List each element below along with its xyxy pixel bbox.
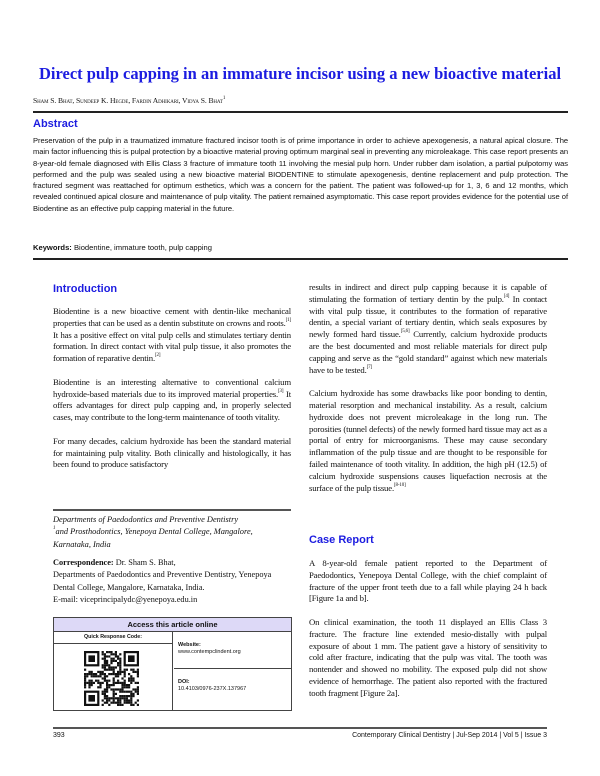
access-article-box xyxy=(53,617,292,711)
keywords-label: Keywords: xyxy=(33,243,72,252)
paragraph: results in indirect and direct pulp capping because it is capable of stimulating the formation of tertiary dentin by the pulp.[4] In contact with vital pulp tissue, it contributes to the formation of reparative dentin, a special variant of tertiary dentin, which seals exposures by newly formed hard tissue.[5,6] Currently, calcium hydroxide products are the best documented and most reliable materials for direct pulp capping and serve as the “gold standard” against which new materials have to be tested.[7] xyxy=(309,282,548,375)
case-report-heading: Case Report xyxy=(309,534,374,546)
journal-info: Contemporary Clinical Dentistry | Jul-Sep 2014 | Vol 5 | Issue 3 xyxy=(352,732,547,739)
introduction-heading: Introduction xyxy=(53,283,118,295)
paragraph: For many decades, calcium hydroxide has been the standard material for maintaining pulp vitality. Both clinically and histologically, it has been found to produce satisfactory xyxy=(53,435,291,470)
qr-code-icon[interactable] xyxy=(84,651,139,706)
introduction-body xyxy=(53,306,291,483)
paragraph: Biodentine is a new bioactive cement with dentin-like mechanical properties that can be used as a dentin substitute on crowns and roots.[1] It has a positive effect on vital pulp cells and stimulates tertiary dentin formation. In direct contact with vital pulp tissue, it also promotes the formation of reparative dentin.[2] xyxy=(53,306,291,364)
right-column-body xyxy=(309,282,547,506)
paragraph: Biodentine is an interesting alternative to conventional calcium hydroxide-based materials due to its improved material properties.[3] It offers advantages for direct pulp capping and, in properly selected cases, may contribute to the long-term maintenance of tooth vitality. xyxy=(53,376,291,423)
keywords xyxy=(33,243,212,252)
footer-rule xyxy=(53,727,547,729)
abstract-heading: Abstract xyxy=(33,118,78,130)
website-label: Website: xyxy=(178,642,201,648)
divider xyxy=(33,258,568,260)
paragraph: A 8-year-old female patient reported to the Department of Paedodontics, Yenepoya Dental College, with the chief complaint of fracture of the upper front teeth due to a fall while playing 24 h back [Figure 1a and b]. xyxy=(309,558,547,604)
doi-link[interactable]: 10.4103/0976-237X.137967 xyxy=(178,686,247,692)
case-report-body xyxy=(309,558,547,711)
divider xyxy=(53,509,291,511)
access-header: Access this article online xyxy=(54,618,291,632)
article-title: Direct pulp capping in an immature incisor using a new bioactive material xyxy=(38,64,562,83)
paragraph: Calcium hydroxide has some drawbacks like poor bonding to dentin, material resorption and mechanical instability. As a result, calcium hydroxide does not prevent microleakage in the long run. The porosities (tunnel defects) of the newly formed hard tissue may act as a portal of entry for microorganisms. These may cause secondary inflammation of the pulp tissue and are thought to be responsible for failed maintenance of tooth vitality. In addition, the high pH (12.5) of calcium hydroxide suspensions causes liquefaction necrosis at the surface of the pulp tissue.[8-10] xyxy=(309,388,547,493)
page-number: 393 xyxy=(53,732,65,739)
correspondence: Correspondence: Dr. Sham S. Bhat, Departments of Paedodontics and Preventive Dentistry, Yenepoya Dental College, Mangalore, Karnataka, India. E-mail: viceprincipalydc@yenepoya.edu.in xyxy=(53,557,293,606)
author-list xyxy=(33,96,225,105)
authors: Sham S. Bhat, Sundeep K. Hegde, Fardin Adhikari, Vidya S. Bhat xyxy=(33,96,223,105)
divider xyxy=(33,111,568,113)
qr-label: Quick Response Code: xyxy=(54,632,172,644)
doi-label: DOI: xyxy=(178,679,190,685)
website-link[interactable]: www.contempclindent.org xyxy=(178,649,241,655)
abstract-text: Preservation of the pulp in a traumatized immature fractured incisor tooth is of prime importance in order to achieve apexogenesis, a natural apical closure. The main factor influencing this is pulpal protection by a bioactive material proving optimum marginal seal in preventing any microleakage. This case report presents an 8-year-old female diagnosed with Ellis Class 3 fracture of immature tooth 11 involving the mesial pulp horn. Under rubber dam isolation, a partial pulpotomy was performed and the pulp was sealed using a new bioactive material BIODENTINE to stimulate apexogenesis, dentine replacement and pulp protection. The fractured segment was reattached for optimum esthetics, which was a concern for the patient. The patient was followed-up for 1, 3, 6 and 12 months, which revealed continued apical closure and maintenance of pulp vitality. The patient remained asymptomatic. This case report provides evidence for the potential use of Biodentine as an effective pulp capping material in the future. xyxy=(33,136,568,213)
author-sup: 1 xyxy=(222,96,226,101)
keywords-value: Biodentine, immature tooth, pulp capping xyxy=(73,243,212,252)
email-link[interactable]: E-mail: viceprincipalydc@yenepoya.edu.in xyxy=(53,594,198,604)
paragraph: On clinical examination, the tooth 11 displayed an Ellis Class 3 fracture. The fracture line extended mesio-distally with pulpal exposure of about 1 mm. The patient gave a history of sensitivity to cold after fracture, indicating that the pulp was vital. The tooth was nontender and showed no mobility. The exposed pulp did not show evidence of hemorrhage. The patient also reported with the fractured tooth fragment [Figure 2a]. xyxy=(309,616,547,698)
affiliation: Departments of Paedodontics and Preventive Dentistry $^1$and Prosthodontics, Yenepoya Dental College, Mangalore, Karnataka, India xyxy=(53,515,253,549)
